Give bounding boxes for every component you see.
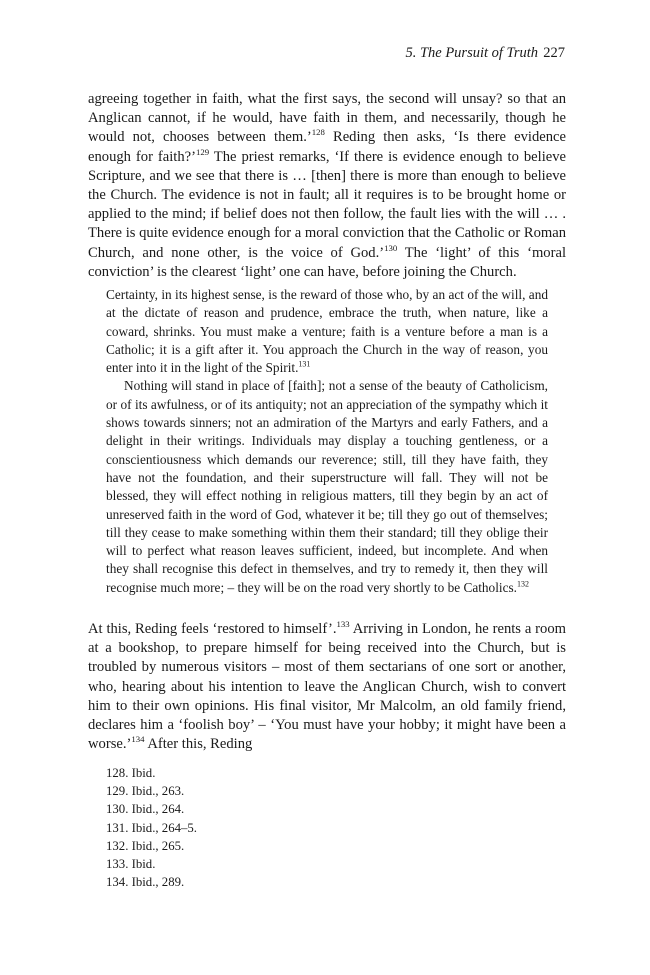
text-run: Arriving in London, he rents a room at a bookshop, to prepare himself for being received into the Church, but is troubled by numerous visitors – most of them sectarians of one sort or another, who, hearing about his intention to leave the Anglican Church, wish to convert him to their own opinions. His final visitor, Mr Malcolm, an old family friend, declares him a ‘foolish boy’ – ‘You must have your hobby; it might have been a worse.’ bbox=[88, 621, 566, 753]
block-quote bbox=[106, 286, 548, 597]
text-run: Certainty, in its highest sense, is the reward of those who, by an act of the will, and at the dictate of reason and prudence, embrace the truth, when nature, like a coward, shrinks. You must make a venture; faith is a venture before a man is a Catholic; it is a gift after it. You approach the Church in the way of reason, you enter into it in the light of the Spirit. bbox=[106, 287, 548, 376]
quote-paragraph-1 bbox=[106, 286, 548, 377]
body-paragraph-2 bbox=[88, 620, 566, 754]
text-run: The ‘light’ of this ‘moral conviction’ is the clearest ‘light’ one can have, before joining the Church. bbox=[88, 244, 566, 280]
footnote-130: 130. Ibid., 264. bbox=[106, 802, 185, 817]
footnote-ref-130[interactable]: 130 bbox=[384, 242, 398, 253]
footnote-ref-128[interactable]: 128 bbox=[311, 127, 325, 138]
footnote-134: 134. Ibid., 289. bbox=[106, 875, 185, 890]
text-run: After this, Reding bbox=[144, 736, 253, 753]
text-run: Nothing will stand in place of [faith]; not a sense of the beauty of Catholicism, or of its awfulness, or of its antiquity; not an appreciation of the sympathy which it shows towards sinners; not an admiration of the Martyrs and early Fathers, and a delight in their writings. Individuals may display a touching gentleness, or a conscientiousness which demands our reverence; still, till they have faith, they have not the foundation, and their superstructure will fall. They will not be blessed, they will effect nothing in religious matters, till they begin by an act of unreserved faith in the word of God, whatever it be; till they go out of themselves; till they cease to make something within them their standard; till they oblige their will to perfect what reason leaves sufficient, indeed, but incomplete. And when they shall recognise this defect in themselves, and try to remedy it, then they will recognise much more; – they will be on the road very shortly to be Catholics. bbox=[106, 378, 548, 595]
running-head: 5. The Pursuit of Truth bbox=[405, 45, 538, 61]
body-paragraph-1 bbox=[88, 90, 566, 282]
footnotes bbox=[106, 764, 197, 891]
page-header bbox=[0, 45, 650, 65]
footnote-128: 128. Ibid. bbox=[106, 766, 156, 780]
footnote-ref-129[interactable]: 129 bbox=[195, 146, 210, 157]
text-run: Reding then asks, ‘Is there evidence enough for faith?’ bbox=[88, 129, 566, 165]
text-run: agreeing together in faith, what the first says, the second will unsay? so that an Anglican cannot, if he would, have faith in them, and necessarily, though he would not, chooses between them.’ bbox=[88, 91, 566, 146]
page-number: 227 bbox=[543, 45, 565, 61]
text-run: The priest remarks, ‘If there is evidence enough to believe Scripture, and we see that there is … [then] there is more than enough to believe the Church. The evidence is not in fault; all it requires is to be brought home or applied to the mind; if belief does not then follow, the fault lies with the will … . There is quite evidence enough for a moral conviction that the Catholic or Roman Church, and none other, is the voice of God.’ bbox=[88, 148, 566, 261]
footnote-ref-131[interactable]: 131 bbox=[298, 359, 311, 369]
footnote-133: 133. Ibid. bbox=[106, 857, 156, 872]
footnote-129: 129. Ibid., 263. bbox=[106, 784, 185, 799]
text-run: At this, Reding feels ‘restored to himself’. bbox=[88, 621, 337, 637]
footnote-ref-132[interactable]: 132 bbox=[517, 579, 529, 589]
footnote-ref-133[interactable]: 133 bbox=[336, 619, 350, 630]
footnote-132: 132. Ibid., 265. bbox=[106, 838, 185, 853]
footnote-131: 131. Ibid., 264–5. bbox=[106, 820, 197, 835]
footnote-ref-134[interactable]: 134 bbox=[131, 734, 145, 745]
quote-paragraph-2 bbox=[106, 377, 548, 597]
